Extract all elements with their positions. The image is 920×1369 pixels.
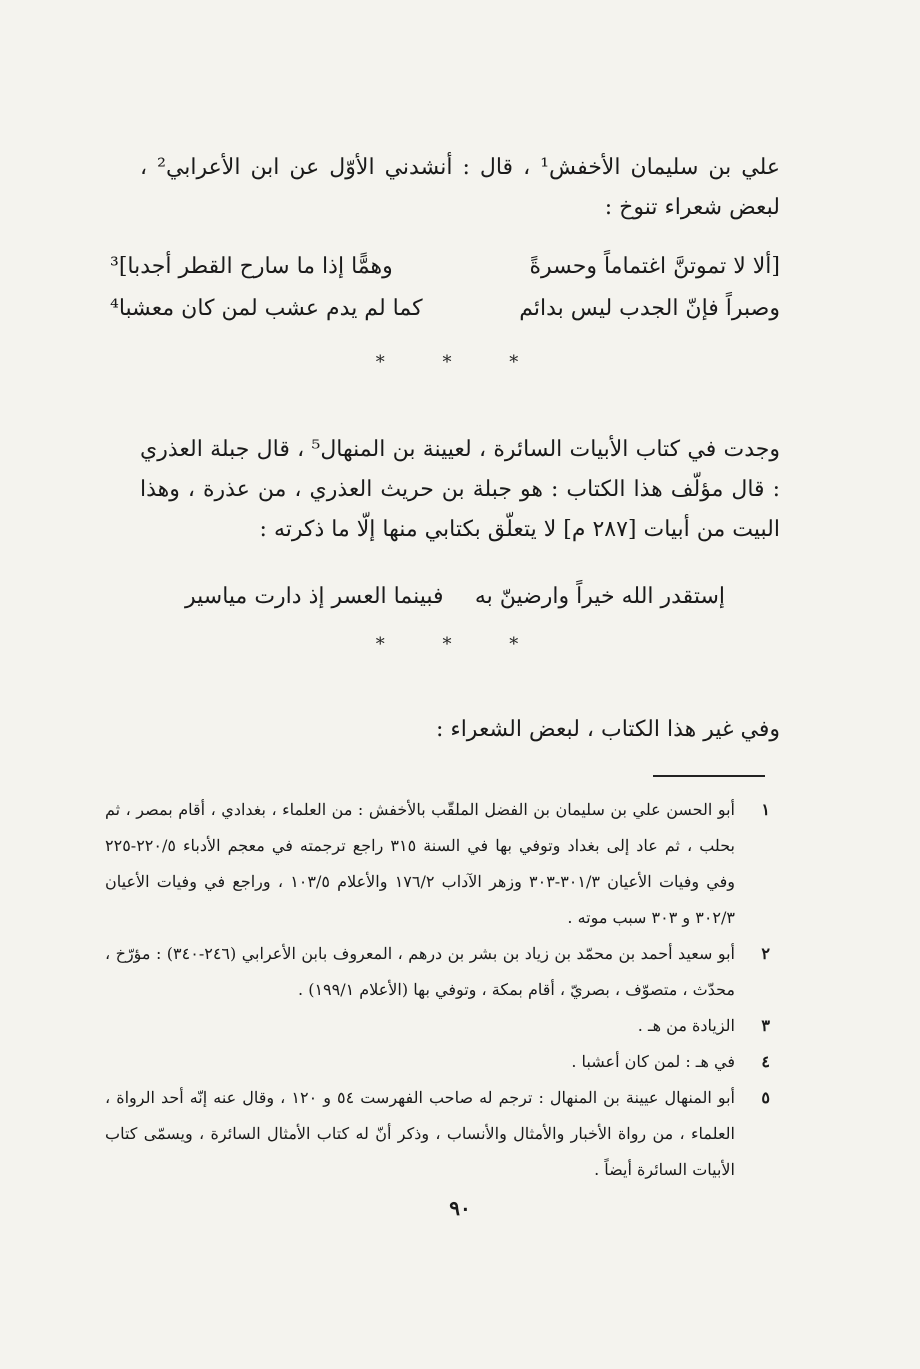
poem-verse (110, 246, 780, 288)
section-separator: * * * (375, 634, 545, 655)
verse-second-hemistich: فبينما العسر إذ دارت مياسير (185, 584, 444, 609)
verse-second-hemistich: وهمًّا إذا ما سارح القطر أجدبا]³ (110, 254, 393, 279)
footnotes-list (105, 792, 770, 1188)
footnote-text: أبو الحسن علي بن سليمان بن الفضل الملقّب بالأخفش : من العلماء ، بغدادي ، أقام بمصر ، ثم بحلب ، ثم عاد إلى بغداد وتوفي بها في السنة ٣١٥ راجع ترجمته في معجم الأدباء ٢٢٠/٥-٢٢٥ وفي وفيات الأعيان ٣٠١/٣-٣٠٣ وزهر الآداب ١٧٦/٢ والأعلام ١٠٣/٥ ، وراجع في وفيات الأعيان ٣٠٢/٣ و ٣٠٣ سبب موته . (105, 800, 736, 927)
poem-verse (110, 288, 780, 330)
poem-jabala (185, 576, 725, 618)
verse-first-hemistich: وصبراً فإنّ الجدب ليس بدائم (519, 296, 780, 321)
verse-first-hemistich: إستقدر الله خيراً وارضينّ به (474, 584, 725, 609)
footnote-number: ٣ (761, 1016, 770, 1035)
footnote-text: في هـ : لمن كان أعشبا . (571, 1052, 735, 1071)
footnote-item (105, 1080, 770, 1188)
footnote-item (105, 1044, 770, 1080)
footnote-text: أبو المنهال عيينة بن المنهال : ترجم له صاحب الفهرست ٥٤ و ١٢٠ ، وقال عنه إنّه أحد الرواة ، العلماء ، من رواة الأخبار والأمثال والأنساب ، وذكر أنّ له كتاب الأمثال السائرة ، ويسمّى كتاب الأبيات السائرة أيضاً . (105, 1088, 735, 1179)
footnote-number: ٢ (761, 944, 770, 963)
page-number: ٩٠ (449, 1196, 471, 1220)
footnote-number: ٤ (761, 1052, 770, 1071)
verse-second-hemistich: كما لم يدم عشب لمن كان معشبا⁴ (110, 296, 423, 321)
footnote-number: ٥ (761, 1088, 770, 1107)
footnote-number: ١ (761, 800, 770, 819)
verse-first-hemistich: [ألا لا تموتنَّ اغتماماً وحسرةً (529, 254, 780, 279)
paragraph-other-book: وفي غير هذا الكتاب ، لبعض الشعراء : (435, 717, 780, 742)
poem-tanukh (110, 246, 780, 330)
section-separator: * * * (375, 352, 545, 373)
footnote-text: أبو سعيد أحمد بن محمّد بن زياد بن بشر بن درهم ، المعروف بابن الأعرابي (٢٤٦-٣٤٠) : مؤرّخ ، محدّث ، متصوّف ، بصريّ ، أقام بمكة ، وتوفي بها (الأعلام ١٩٩/١) . (105, 944, 735, 999)
footnote-text: الزيادة من هـ . (637, 1016, 735, 1035)
footnote-divider (653, 775, 765, 777)
paragraph-intro: علي بن سليمان الأخفش¹ ، قال : أنشدني الأوّل عن ابن الأعرابي² ، لبعض شعراء تنوخ : (140, 155, 781, 220)
poem-verse (185, 576, 725, 618)
paragraph-abyat-saira: وجدت في كتاب الأبيات السائرة ، لعيينة بن المنهال⁵ ، قال جبلة العذري : قال مؤلّف هذا الكتاب : هو جبلة بن حريث العذري ، من عذرة ، وهذا البيت من أبيات [٢٨٧ م] لا يتعلّق بكتابي منها إلّا ما ذكرته : (140, 437, 781, 542)
footnote-item (105, 936, 770, 1008)
footnote-item (105, 1008, 770, 1044)
footnote-item (105, 792, 770, 936)
